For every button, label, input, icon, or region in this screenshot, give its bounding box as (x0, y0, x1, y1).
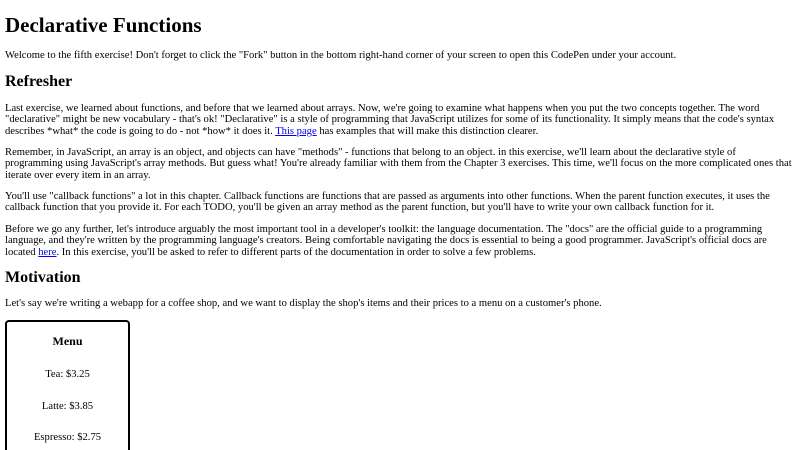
refresher-paragraph-2: Remember, in JavaScript, an array is an object, and objects can have "methods" - functions that belong to an object. in this exercise, we'll learn about the declarative style of programming using JavaScript's array methods. But guess what! You're already familiar with them from the Chapter 3 exercises. This time, we'll focus on the more complicated ones that iterate over every item in an array. (5, 147, 792, 181)
refresher-paragraph-1 (5, 103, 795, 137)
page-title: Declarative Functions (5, 13, 202, 37)
docs-here-link[interactable]: here (38, 246, 57, 258)
menu-title: Menu (52, 334, 83, 348)
menu-item-latte: Latte: $3.85 (41, 401, 94, 412)
menu-item-espresso: Espresso: $2.75 (33, 432, 102, 443)
motivation-paragraph: Let's say we're writing a webapp for a coffee shop, and we want to display the shop's items and their prices to a menu on a customer's phone. (5, 298, 602, 309)
refresher-p4-text-end: . In this exercise, you'll be asked to refer to different parts of the documentation in order to solve a few problems. (56, 246, 536, 258)
refresher-paragraph-4 (5, 224, 795, 258)
this-page-link[interactable]: This page (275, 125, 317, 137)
refresher-p4-text-start: Before we go any further, let's introduce arguably the most important tool in a developer's toolkit: the language documentation. The "docs" are the official guide to a programming language, and they're written by the programming language's creators. Being comfortable navigating the docs is essential to being a good programmer. JavaScript's official docs are located (5, 224, 767, 258)
menu-card (5, 320, 130, 450)
refresher-paragraph-3: You'll use "callback functions" a lot in this chapter. Callback functions are functions that are passed as arguments into other functions. When the parent function executes, it uses the callback function that you provide it. For each TODO, you'll be given an array method as the parent function, but you'll have to write your own callback function for it. (5, 191, 770, 214)
refresher-p1-text-start: Last exercise, we learned about functions, and before that we learned about arrays. Now, we're going to examine what happens when you put the two concepts together. The word "declarative" might be new vocabulary - that's ok! "Declarative" is a style of programming that JavaScript utilizes for some of its functionality. It simply means that the code's syntax describes *what* the code is going to do - not *how* it does it. (5, 103, 775, 137)
refresher-p1-text-end: has examples that will make this distinction clearer. (316, 125, 539, 137)
menu-item-tea: Tea: $3.25 (45, 369, 90, 380)
motivation-heading: Motivation (5, 269, 81, 286)
refresher-heading: Refresher (5, 73, 73, 90)
intro-paragraph: Welcome to the fifth exercise! Don't forget to click the "Fork" button in the bottom right-hand corner of your screen to open this CodePen under your account. (5, 50, 677, 61)
